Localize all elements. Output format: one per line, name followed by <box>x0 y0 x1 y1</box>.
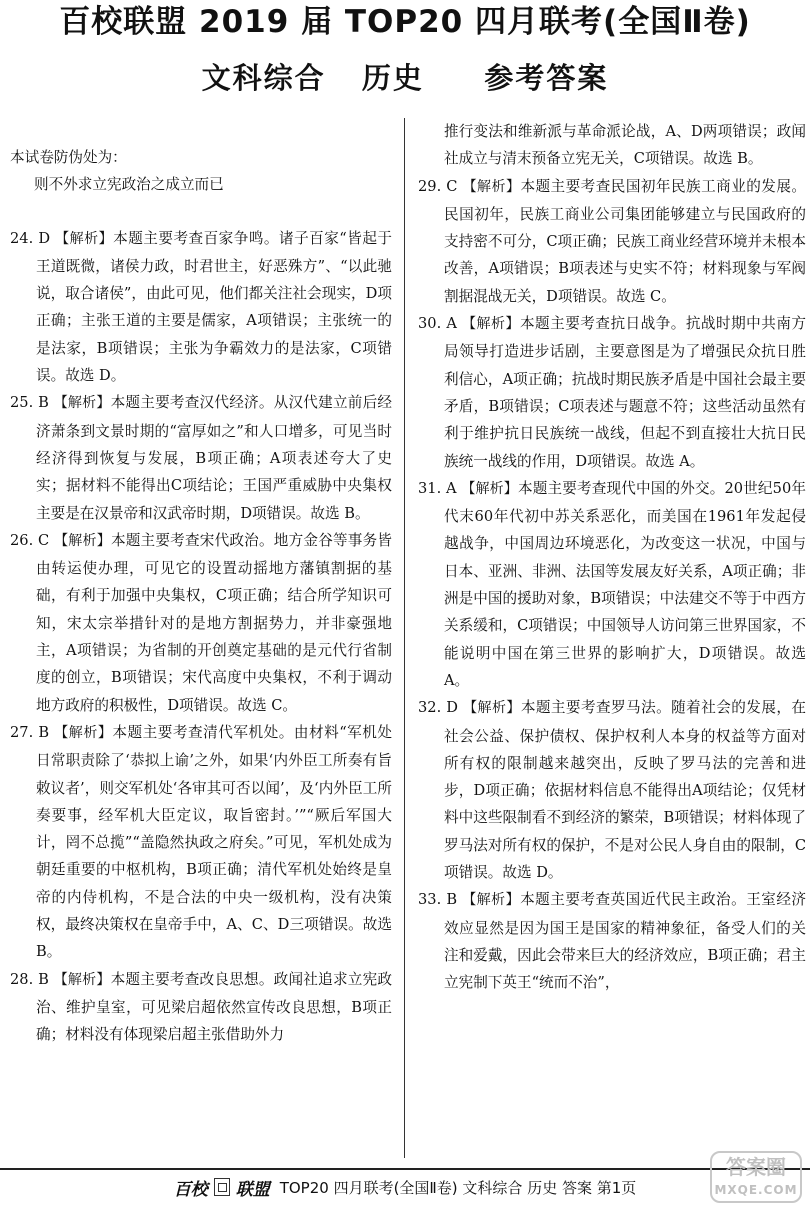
answer-text: 本题主要考查民国初年民族工商业的发展。民国初年，民族工商业公司集团能够建立与民国政府的支持密不可分，C项正确；民族工商业经营环境并未根本改善，A项错误；B项表述与史实不符；材料现象与军阀割据混战无关，D项错误。故选 C。 <box>444 177 807 305</box>
answer-text: 本题主要考查百家争鸣。诸子百家“皆起于王道既微，诸侯力政，时君世主，好恶殊方”、“以此驰说，取合诸侯”，由此可见，他们都关注社会现实，D项正确；主张王道的主要是儒家，A项错误；主张统一的是法家，B项错误；主张为争霸效力的是法家，C项错误。故选 D。 <box>36 229 393 385</box>
analysis-tag: 【解析】 <box>462 178 521 195</box>
answer-item <box>418 173 806 310</box>
left-answer-list <box>10 225 392 1049</box>
answer-number: 29. C <box>418 177 458 195</box>
answer-number: 30. A <box>418 315 457 333</box>
answer-number: 33. B <box>418 891 458 909</box>
watermark-logo <box>710 1151 802 1203</box>
answer-item <box>10 225 392 390</box>
anti-fake-label: 本试卷防伪处为： <box>10 149 127 166</box>
answer-text: 本题主要考查现代中国的外交。20世纪50年代末60年代初中苏关系恶化，而美国在1961年发起侵越战争，中国周边环境恶化，为改变这一状况，中国与日本、亚洲、非洲、法国等发展友好关系，A项正确；非洲是中国的援助对象，B项错误；中法建交不等于中西方关系缓和，C项错误；中国领导人访问第三世界国家，不能说明中国在第三世界的影响扩大，D项错误。故选 A。 <box>444 479 806 689</box>
answer-item <box>10 719 392 966</box>
footer-text: TOP20 四月联考(全国Ⅱ卷) 文科综合 历史 答案 第1页 <box>279 1178 637 1197</box>
answer-item <box>10 527 392 719</box>
answer-number: 26. C <box>10 531 50 549</box>
analysis-tag: 【解析】 <box>55 230 114 247</box>
watermark-top: 答案圈 <box>726 1155 786 1179</box>
left-column <box>10 118 392 1049</box>
analysis-tag: 【解析】 <box>462 892 521 909</box>
page-subtitle: 文科综合 历史 参考答案 <box>201 61 609 95</box>
answer-number: 28. B <box>10 970 49 988</box>
logo-text-right: 联盟 <box>235 1179 270 1200</box>
right-answer-list <box>418 118 806 997</box>
analysis-tag: 【解析】 <box>53 971 111 988</box>
analysis-tag: 【解析】 <box>463 700 521 717</box>
column-divider <box>404 118 405 1158</box>
answer-item <box>418 886 806 996</box>
analysis-tag: 【解析】 <box>54 532 111 549</box>
answer-item <box>10 966 392 1049</box>
answer-text: 本题主要考查宋代政治。地方金谷等事务皆由转运使办理，可见它的设置动摇地方藩镇割据的基础，有利于加强中央集权，C项正确；结合所学知识可知，宋太宗举措针对的是地方割据势力，并非豪强地主，A项错误；为省制的开创奠定基础的是元代行省制度的创立，B项错误；宋代高度中央集权，不利于调动地方政府的积极性，D项错误。故选 C。 <box>36 531 393 714</box>
answer-text: 本题主要考查改良思想。政闻社追求立宪政治、维护皇室，可见梁启超依然宣传改良思想，B项正确；材料没有体现梁启超主张借助外力 <box>36 970 393 1044</box>
answer-item <box>418 310 806 475</box>
answer-text: 推行变法和维新派与革命派论战，A、D两项错误；政闻社成立与清末预备立宪无关，C项错误。故选 B。 <box>444 123 806 168</box>
right-column <box>418 118 806 997</box>
answer-text: 本题主要考查清代军机处。由材料“军机处日常职责除了‘恭拟上谕’之外，如果‘内外臣工所奏有旨敕议者’，则交军机处‘各审其可否以闻’，及‘内外臣工所奏要事，经军机大臣定议，取旨密封。’”“厥后军国大计，罔不总揽”“盖隐然执政之府矣。”可见，军机处成为朝廷重要的中枢机构，B项正确；清代军机处始终是皇帝的内侍机构，不是合法的中央一级机构，没有决策权，最终决策权在皇帝手中，A、C、D三项错误。故选 B。 <box>36 723 393 961</box>
answer-item <box>10 389 392 526</box>
answer-text: 本题主要考查英国近代民主政治。王室经济效应显然是因为国王是国家的精神象征，备受人们的关注和爱戴，因此会带来巨大的经济效应，B项正确；君主立宪制下英王“统而不治”， <box>444 891 807 992</box>
answer-number: 27. B <box>10 723 50 741</box>
answer-item <box>418 118 806 173</box>
analysis-tag: 【解析】 <box>461 480 518 497</box>
answer-item <box>418 694 806 886</box>
anti-fake-section <box>10 144 392 199</box>
answer-text: 本题主要考查罗马法。随着社会的发展，在社会公益、保护债权、保护权利人本身的权益等方面对所有权的限制越来越突出，反映了罗马法的完善和进步，D项正确；依据材料信息不能得出A项结论；仅凭材料中这些限制看不到经济的繁荣，B项错误；材料体现了罗马法对所有权的保护，不是对公民人身自由的限制，C项错误。故选 D。 <box>444 699 806 882</box>
watermark-bottom: MXQE.COM <box>714 1183 798 1197</box>
answer-number: 25. B <box>10 394 49 412</box>
answer-number: 24. D <box>10 229 51 247</box>
answer-number: 32. D <box>418 699 458 717</box>
answer-text: 本题主要考查汉代经济。从汉代建立前后经济萧条到文景时期的“富厚如之”和人口增多，可见当时经济得到恢复与发展，B项正确；A项表述夸大了史实；据材料不能得出C项结论；王国严重威胁中央集权主要是在汉景帝和汉武帝时期，D项错误。故选 B。 <box>36 394 393 522</box>
footer-logo <box>174 1175 270 1200</box>
page-footer <box>0 1168 810 1204</box>
answer-text: 本题主要考查抗日战争。抗战时期中共南方局领导打造进步话剧，主要意图是为了增强民众抗日胜利信心，A项正确；抗战时期民族矛盾是中国社会最主要矛盾，B项错误；C项表述与题意不符；这些活动虽然有利于维护抗日民族统一战线，但起不到直接壮大抗日民族统一战线的作用，D项错误。故选 A。 <box>444 315 807 470</box>
logo-text-left: 百校 <box>173 1179 208 1200</box>
answer-item <box>418 475 806 694</box>
page-title: 百校联盟 2019 届 TOP20 四月联考(全国Ⅱ卷) <box>59 4 751 40</box>
analysis-tag: 【解析】 <box>54 724 113 741</box>
anti-fake-text: 则不外求立宪政治之成立而已 <box>34 176 224 194</box>
answer-number: 31. A <box>418 479 457 497</box>
analysis-tag: 【解析】 <box>53 395 111 412</box>
seal-icon <box>214 1178 230 1196</box>
analysis-tag: 【解析】 <box>462 316 520 333</box>
